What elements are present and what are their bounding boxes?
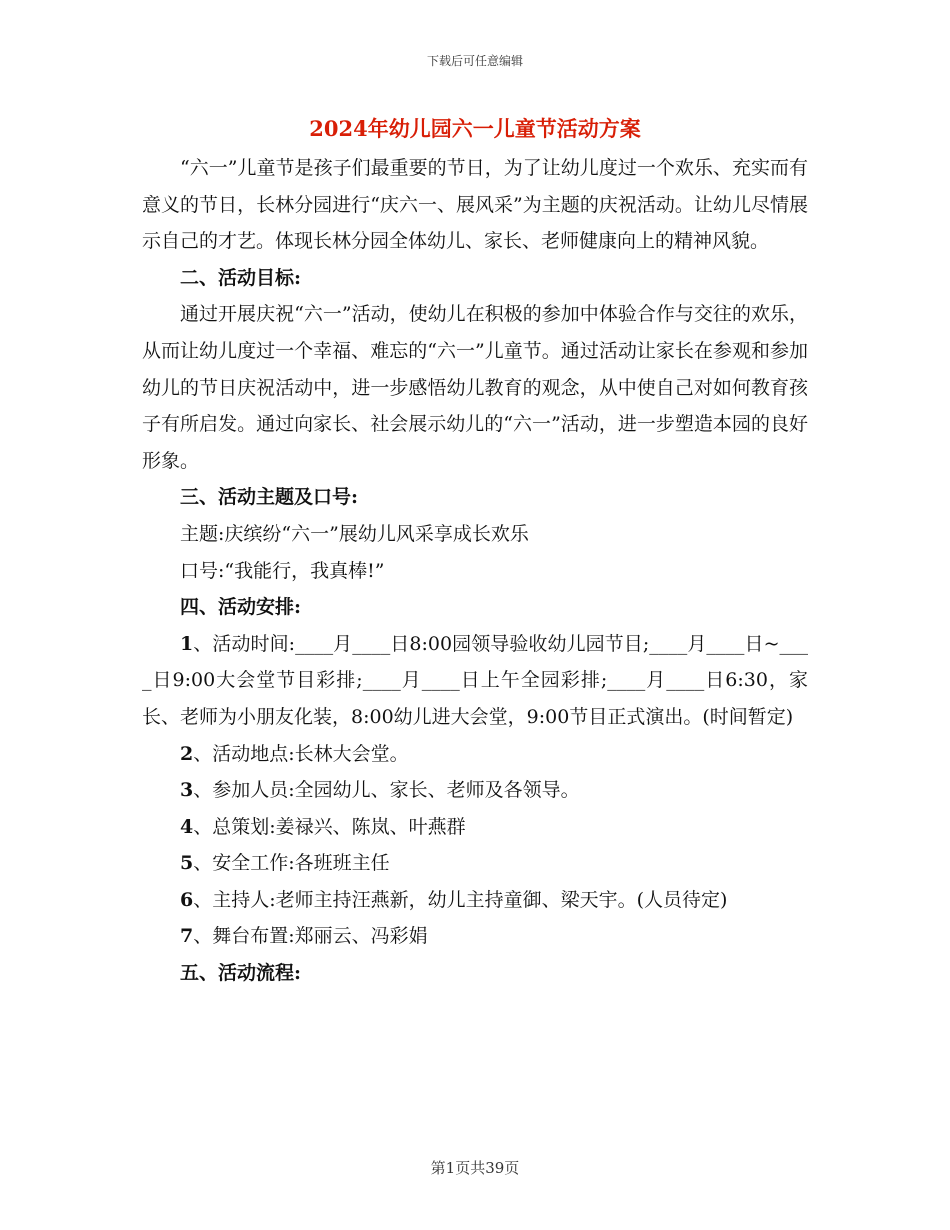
page-footer: 第1页共39页 xyxy=(430,1159,520,1177)
intro-paragraph: “六一”儿童节是孩子们最重要的节日，为了让幼儿度过一个欢乐、充实而有意义的节日，长林分园进行“庆六一、展风采”为主题的庆祝活动。让幼儿尽情展示自己的才艺。体现长林分园全体幼儿、家长、老师健康向上的精神风貌。 xyxy=(142,157,808,253)
arrangement-item xyxy=(142,736,808,773)
item-text: 、总策划:姜禄兴、陈岚、叶燕群 xyxy=(193,815,466,838)
page-header: 下载后可任意编辑 xyxy=(426,54,523,68)
arrangement-item xyxy=(142,772,808,809)
arrangement-item xyxy=(142,626,808,736)
goals-paragraph: 通过开展庆祝“六一”活动，使幼儿在积极的参加中体验合作与交往的欢乐，从而让幼儿度过一个幸福、难忘的“六一”儿童节。通过活动让家长在参观和参加幼儿的节日庆祝活动中，进一步感悟幼儿教育的观念，从中使自己对如何教育孩子有所启发。通过向家长、社会展示幼儿的“六一”活动，进一步塑造本园的良好形象。 xyxy=(142,303,808,472)
arrangement-item xyxy=(142,809,808,846)
arrangement-item xyxy=(142,845,808,882)
item-number: 5 xyxy=(180,852,194,875)
section-heading-theme: 三、活动主题及口号: xyxy=(180,486,359,509)
item-number: 1 xyxy=(180,632,194,655)
slogan-line: 口号:“我能行，我真棒!” xyxy=(180,559,385,582)
document-body xyxy=(142,150,808,992)
arrangement-item xyxy=(142,882,808,919)
item-number: 2 xyxy=(180,742,194,765)
item-number: 3 xyxy=(180,779,194,802)
document-title: 2024年幼儿园六一儿童节活动方案 xyxy=(309,116,641,141)
section-heading-process: 五、活动流程: xyxy=(180,962,302,985)
section-heading-goals: 二、活动目标: xyxy=(180,266,302,289)
item-text: 、参加人员:全园幼儿、家长、老师及各领导。 xyxy=(193,779,580,802)
item-text: 、主持人:老师主持汪燕新，幼儿主持童御、梁天宇。(人员待定) xyxy=(193,888,728,911)
item-text: 、安全工作:各班班主任 xyxy=(193,852,390,875)
item-number: 6 xyxy=(180,888,194,911)
section-heading-arrangement: 四、活动安排: xyxy=(180,596,302,619)
arrangement-item xyxy=(142,918,808,955)
theme-line: 主题:庆缤纷“六一”展幼儿风采享成长欢乐 xyxy=(180,522,529,545)
item-number: 4 xyxy=(180,815,194,838)
item-number: 7 xyxy=(180,925,194,948)
item-text: 、活动地点:长林大会堂。 xyxy=(193,742,409,765)
item-text: 、活动时间:____月____日8:00园领导验收幼儿园节目;____月____日~____日9:00大会堂节目彩排;____月____日上午全园彩排;____月____日6:30，家长、老师为小朋友化装，8:00幼儿进大会堂，9:00节目正式演出。(时间暂定) xyxy=(142,632,808,728)
item-text: 、舞台布置:郑丽云、冯彩娟 xyxy=(193,925,428,948)
